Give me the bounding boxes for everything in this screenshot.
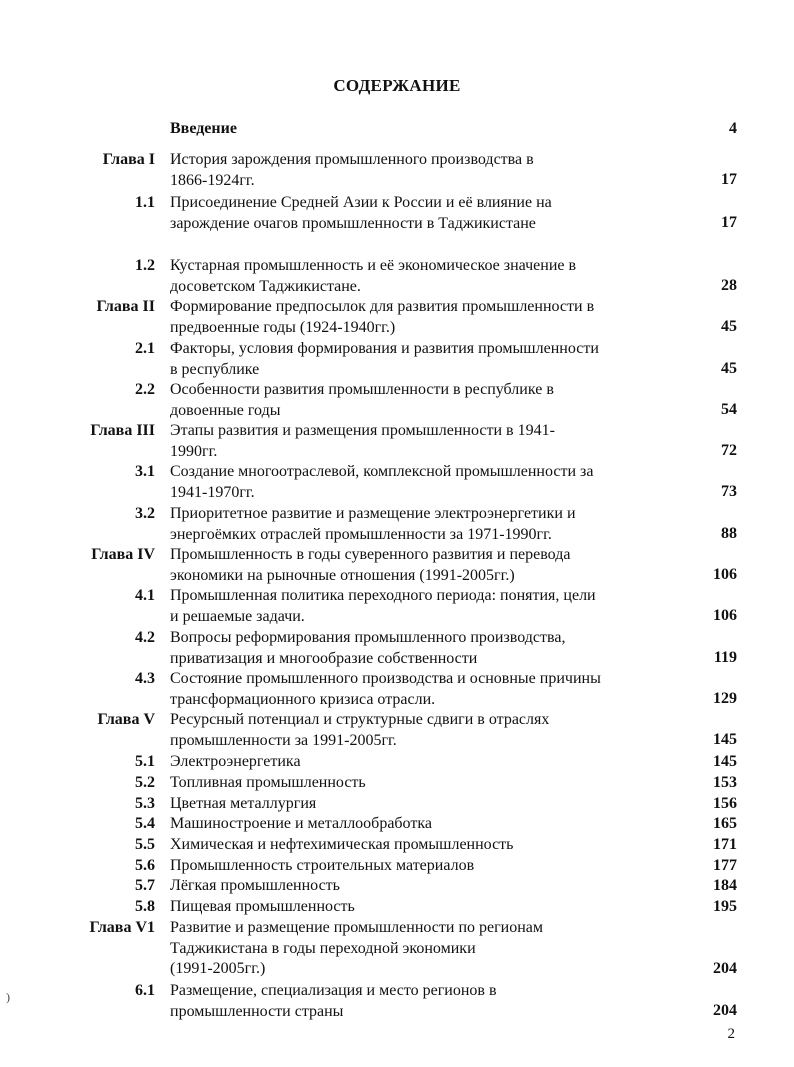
toc-entry-page: 195	[713, 898, 737, 916]
toc-entry-number: Глава I	[102, 151, 155, 168]
toc-entry-page: 72	[721, 442, 737, 460]
toc-entry-page: 184	[713, 877, 737, 895]
toc-entry-page: 177	[713, 857, 737, 875]
toc-entry	[0, 462, 794, 503]
toc-entry-number: Глава IV	[91, 546, 155, 563]
toc-entry-number: 2.1	[135, 340, 155, 357]
toc-entry-number: 5.7	[135, 877, 155, 894]
toc-entry-number: 6.1	[135, 982, 155, 999]
toc-entry-title: Машиностроение и металлообработка	[170, 815, 432, 832]
toc-entry-page: 119	[713, 649, 737, 667]
toc-entry-page: 45	[721, 360, 737, 378]
toc-entry-title: Химическая и нефтехимическая промышленность	[170, 836, 514, 853]
toc-entry-title: Промышленная политика переходного периода: понятия, цели и решаемые задачи.	[170, 587, 596, 625]
toc-entry	[0, 752, 794, 773]
toc-entry	[0, 981, 794, 1022]
toc-entry	[0, 586, 794, 627]
toc-entry-title: Размещение, специализация и место регионов в промышленности страны	[170, 982, 497, 1020]
toc-entry-number: 5.3	[135, 795, 155, 812]
toc-entry-title: Лёгкая промышленность	[170, 877, 340, 894]
toc-entry	[0, 545, 794, 586]
toc-entry-title: Пищевая промышленность	[170, 898, 355, 915]
toc-entry	[0, 628, 794, 669]
toc-entry-number: 1.2	[135, 257, 155, 274]
margin-mark: )	[6, 990, 10, 1004]
toc-entry-page: 171	[713, 836, 737, 854]
toc-entry-title: История зарождения промышленного производства в 1866-1924гг.	[170, 151, 534, 189]
toc-entry-page: 165	[713, 815, 737, 833]
toc-entry-number: 4.3	[135, 670, 155, 687]
toc-entry-page: 204	[713, 960, 737, 978]
toc-entry	[0, 773, 794, 794]
toc-entry-number: 4.1	[135, 587, 155, 604]
toc-entry-title: Введение	[170, 120, 237, 137]
page-title: СОДЕРЖАНИЕ	[333, 76, 461, 95]
toc-entry-page: 45	[721, 318, 737, 336]
toc-entry-page: 204	[713, 1002, 737, 1020]
toc-entry	[0, 669, 794, 710]
toc-entry-title: Топливная промышленность	[170, 774, 366, 791]
toc-entry-title: Промышленность в годы суверенного развития и перевода экономики на рыночные отношения (1991-2005гг.)	[170, 546, 571, 584]
toc-entry-page: 28	[721, 277, 737, 295]
toc-entry-number: 5.2	[135, 774, 155, 791]
toc-entry-page: 156	[713, 795, 737, 813]
toc-entry-title: Факторы, условия формирования и развития промышленности в республике	[170, 340, 599, 378]
toc-entry-title: Вопросы реформирования промышленного производства, приватизация и многообразие собственности	[170, 629, 566, 667]
toc-entry-title: Развитие и размещение промышленности по регионам Таджикистана в годы переходной экономики (1991-2005гг.)	[170, 919, 544, 978]
toc-entry	[0, 794, 794, 815]
toc-entry	[0, 814, 794, 835]
toc-entry-title: Кустарная промышленность и её экономическое значение в досоветском Таджикистане.	[170, 257, 577, 295]
toc-entry-page: 153	[713, 774, 737, 792]
toc-entry-title: Присоединение Средней Азии к России и её влияние на зарождение очагов промышленности в Таджикистане	[170, 194, 552, 232]
toc-entry-page: 4	[729, 120, 737, 138]
toc-entry-number: 5.5	[135, 836, 155, 853]
toc-entry-title: Ресурсный потенциал и структурные сдвиги в отраслях промышленности за 1991-2005гг.	[170, 711, 550, 749]
toc-entry	[0, 339, 794, 380]
toc-entry-page: 17	[721, 171, 737, 189]
toc-entry-number: Глава II	[96, 298, 155, 315]
toc-entry-title: Состояние промышленного производства и основные причины трансформационного кризиса отрасли.	[170, 670, 601, 708]
toc-entry-page: 54	[721, 401, 737, 419]
toc-entry-title: Особенности развития промышленности в республике в довоенные годы	[170, 381, 554, 419]
toc-entry	[0, 150, 794, 191]
toc-entry-number: 5.8	[135, 898, 155, 915]
toc-entry	[0, 421, 794, 462]
toc-entry	[0, 835, 794, 856]
toc-entry	[0, 380, 794, 421]
toc-entry-number: Глава V	[97, 711, 155, 728]
toc-entry	[0, 918, 794, 980]
toc-entry-page: 88	[721, 525, 737, 543]
toc-entry-number: 3.1	[135, 463, 155, 480]
toc-entry-title: Электроэнергетика	[170, 753, 301, 770]
toc-entry-number: 4.2	[135, 629, 155, 646]
toc-entry	[0, 897, 794, 918]
toc-entry-page: 106	[713, 566, 737, 584]
toc-entry	[0, 256, 794, 297]
toc-entry-number: Глава V1	[89, 919, 155, 936]
toc-entry-page: 73	[721, 483, 737, 501]
toc-entry	[0, 297, 794, 338]
toc-entry-page: 106	[713, 607, 737, 625]
toc-entry-number: 5.1	[135, 753, 155, 770]
toc-entry	[0, 856, 794, 877]
toc-entry-page: 145	[713, 753, 737, 771]
toc-entry-title: Цветная металлургия	[170, 795, 317, 812]
toc-entry	[0, 504, 794, 545]
toc-entry-number: 3.2	[135, 505, 155, 522]
toc-entry-title: Этапы развития и размещения промышленности в 1941- 1990гг.	[170, 422, 555, 460]
toc-entry	[0, 876, 794, 897]
toc-entry	[0, 119, 794, 140]
toc-entry-page: 17	[721, 214, 737, 232]
toc-entry-title: Формирование предпосылок для развития промышленности в предвоенные годы (1924-1940гг.)	[170, 298, 595, 336]
toc-entry-page: 129	[713, 690, 737, 708]
toc-entry-title: Создание многоотраслевой, комплексной промышленности за 1941-1970гг.	[170, 463, 594, 501]
toc-entry	[0, 710, 794, 751]
toc-entry-title: Промышленность строительных материалов	[170, 857, 475, 874]
toc-entry-number: 2.2	[135, 381, 155, 398]
toc-entry-title: Приоритетное развитие и размещение электроэнергетики и энергоёмких отраслей промышленности за 1971-1990гг.	[170, 505, 576, 543]
toc-entry-page: 145	[713, 731, 737, 749]
toc-entry	[0, 193, 794, 234]
toc-entry-number: 5.4	[135, 815, 155, 832]
toc-entry-number: Глава III	[90, 422, 155, 439]
page-number: 2	[727, 1026, 735, 1042]
toc-entry-number: 5.6	[135, 857, 155, 874]
toc-entry-number: 1.1	[135, 194, 155, 211]
